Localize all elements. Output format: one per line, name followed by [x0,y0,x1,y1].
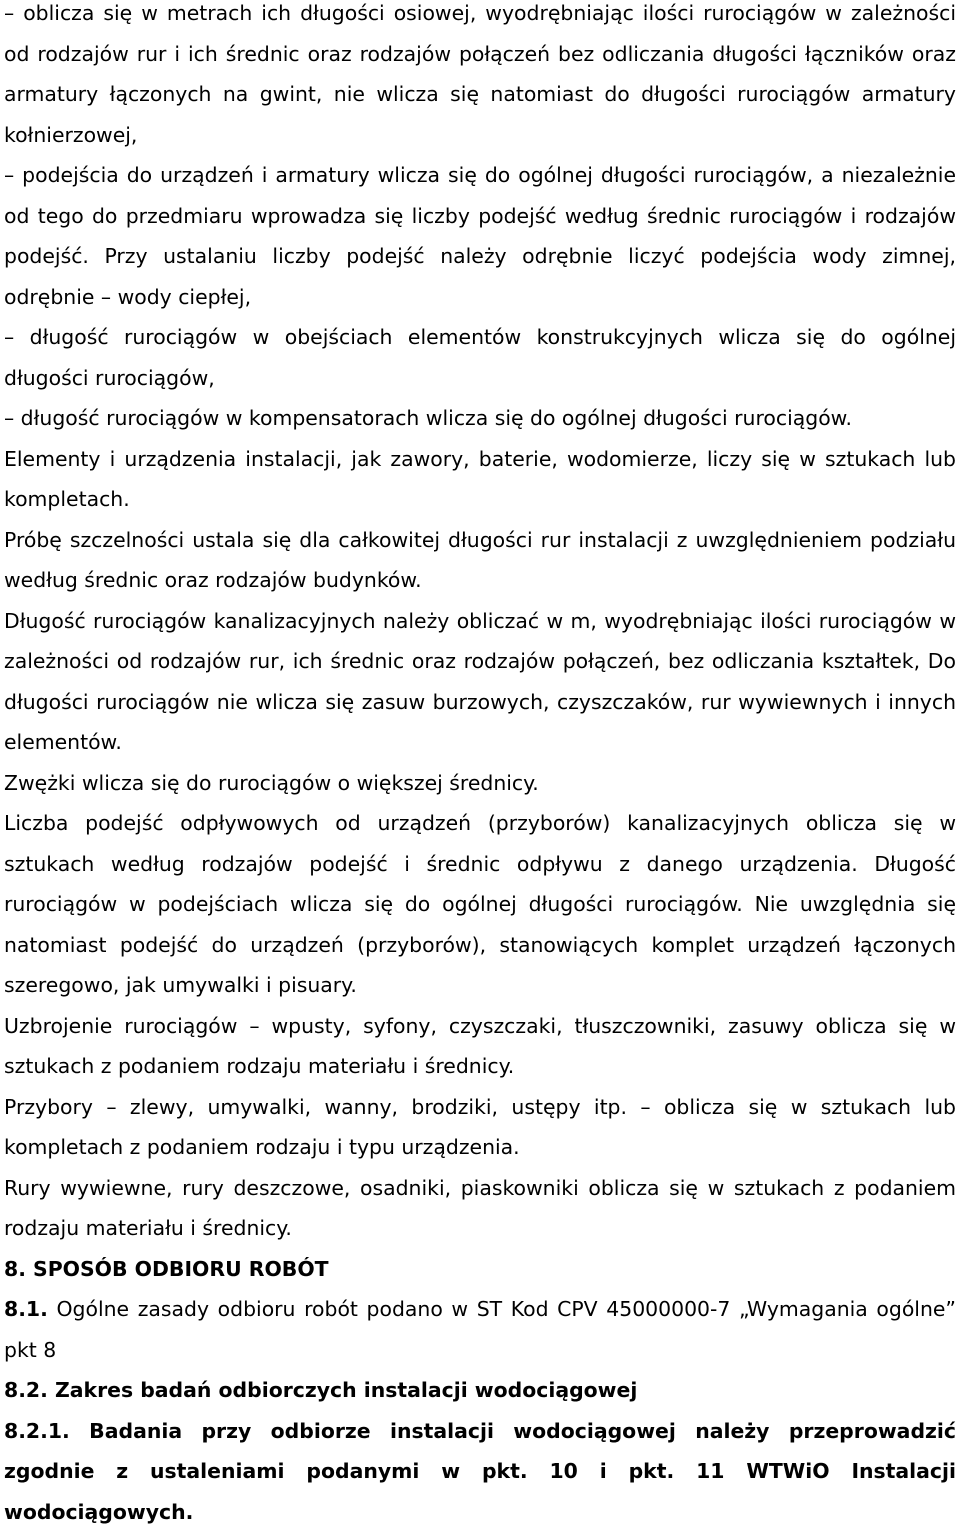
paragraph-connections: – podejścia do urządzeń i armatury wlicza się do ogólnej długości rurociągów, a niezależnie od tego do przedmiaru wprowadza się liczby podejść według średnic rurociągów i rodzajów podejść. Przy ustalaniu liczby podejść należy odrębnie liczyć podejścia wody zimnej, odrębnie – wody ciepłej, [4,155,956,317]
section-heading-8: 8. SPOSÓB ODBIORU ROBÓT [4,1249,956,1290]
paragraph-leak-test: Próbę szczelności ustala się dla całkowitej długości rur instalacji z uwzględnieniem podziału według średnic oraz rodzajów budynków. [4,520,956,601]
paragraph-fixtures: Przybory – zlewy, umywalki, wanny, brodziki, ustępy itp. – oblicza się w sztukach lub kompletach z podaniem rodzaju i typu urządzenia. [4,1087,956,1168]
section-8-1 [4,1289,956,1370]
paragraph-drain-connections: Liczba podejść odpływowych od urządzeń (przyborów) kanalizacyjnych oblicza się w sztukach według rodzajów podejść i średnic odpływu z danego urządzenia. Długość rurociągów w podejściach wlicza się do ogólnej długości rurociągów. Nie uwzględnia się natomiast podejść do urządzeń (przyborów), stanowiących komplet urządzeń łączonych szeregowo, jak umywalki i pisuary. [4,803,956,1006]
paragraph-pipe-length: – oblicza się w metrach ich długości osiowej, wyodrębniając ilości rurociągów w zależności od rodzajów rur i ich średnic oraz rodzajów połączeń bez odliczania długości łączników oraz armatury łączonych na gwint, nie wlicza się natomiast do długości rurociągów armatury kołnierzowej, [4,0,956,155]
paragraph-compensators: – długość rurociągów w kompensatorach wlicza się do ogólnej długości rurociągów. [4,398,956,439]
section-8-1-text: Ogólne zasady odbioru robót podano w ST Kod CPV 45000000-7 „Wymagania ogólne” pkt 8 [4,1297,956,1362]
section-8-2-1: 8.2.1. Badania przy odbiorze instalacji wodociągowej należy przeprowadzić zgodnie z ustaleniami podanymi w pkt. 10 i pkt. 11 WTWiO Instalacji wodociągowych. [4,1411,956,1532]
paragraph-sewer-length: Długość rurociągów kanalizacyjnych należy obliczać w m, wyodrębniając ilości rurociągów w zależności od rodzajów rur, ich średnic oraz rodzajów połączeń, bez odliczania kształtek, Do długości rurociągów nie wlicza się zasuw burzowych, czyszczaków, rur wywiewnych i innych elementów. [4,601,956,763]
paragraph-elements: Elementy i urządzenia instalacji, jak zawory, baterie, wodomierze, liczy się w sztukach lub kompletach. [4,439,956,520]
section-heading-8-2: 8.2. Zakres badań odbiorczych instalacji wodociągowej [4,1370,956,1411]
paragraph-vent-pipes: Rury wywiewne, rury deszczowe, osadniki, piaskowniki oblicza się w sztukach z podaniem rodzaju materiału i średnicy. [4,1168,956,1249]
section-8-1-number: 8.1. [4,1297,48,1321]
paragraph-reducers: Zwężki wlicza się do rurociągów o większej średnicy. [4,763,956,804]
paragraph-fittings: Uzbrojenie rurociągów – wpusty, syfony, czyszczaki, tłuszczowniki, zasuwy oblicza się w sztukach z podaniem rodzaju materiału i średnicy. [4,1006,956,1087]
paragraph-bypasses: – długość rurociągów w obejściach elementów konstrukcyjnych wlicza się do ogólnej długości rurociągów, [4,317,956,398]
